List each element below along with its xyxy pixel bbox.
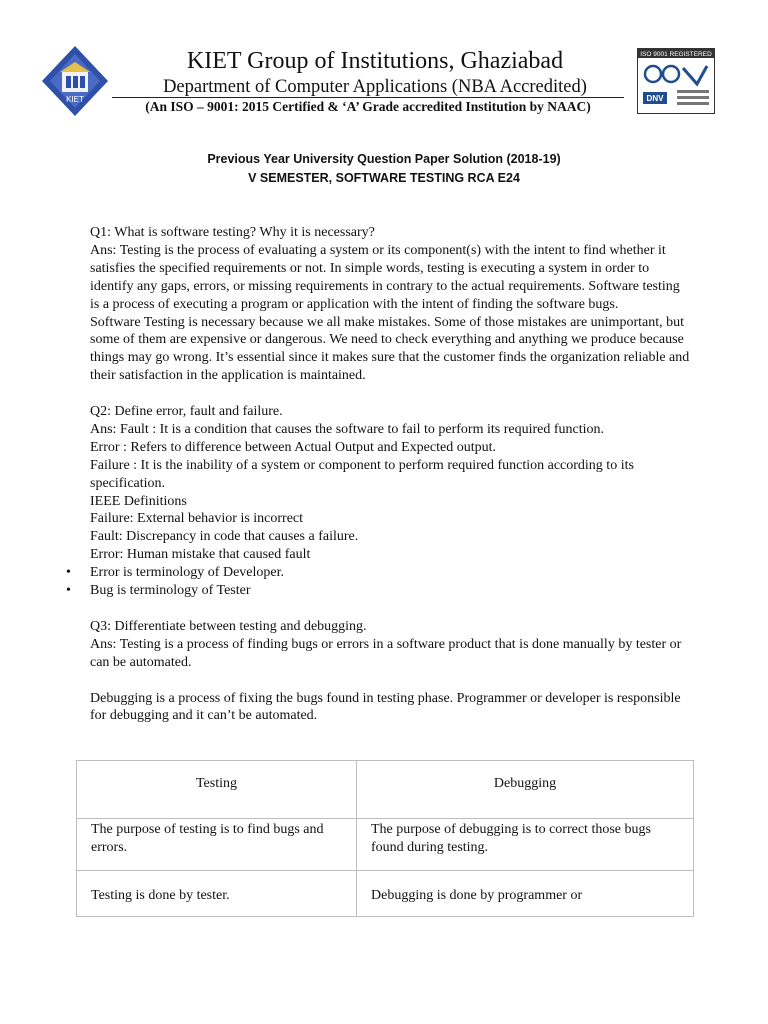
table-cell: The purpose of debugging is to correct those bugs found during testing.	[357, 819, 694, 871]
q2-answer-line: Error : Refers to difference between Actual Output and Expected output.	[90, 439, 496, 455]
q1-question: Q1: What is software testing? Why it is necessary?	[90, 225, 375, 240]
q3-answer-paragraph: Ans: Testing is a process of finding bugs or errors in a software product that is done manually by tester or can be automated.	[90, 636, 682, 670]
q1-answer-paragraph: Ans: Testing is the process of evaluating a system or its component(s) with the intent to find whether it satisfies the specified requirements or not. In simple words, testing is executing a system in order to identify any gaps, errors, or missing requirements in contrary to the actual requirements. Software testing is a process of executing a program or application with the intent of finding the software bugs.	[90, 242, 680, 312]
table-row	[77, 871, 694, 917]
department-name: Department of Computer Applications (NBA Accredited)	[163, 77, 587, 97]
q2-answer-line: Fault: Discrepancy in code that causes a failure.	[90, 529, 359, 545]
table-header-row	[77, 761, 694, 819]
svg-text:ISO 9001 REGISTERED: ISO 9001 REGISTERED	[640, 51, 712, 58]
list-item: • Bug is terminology of Tester	[90, 582, 690, 600]
iso-certification-icon	[637, 48, 715, 114]
table-cell: The purpose of testing is to find bugs and errors.	[77, 819, 357, 871]
q1-answer-paragraph: Software Testing is necessary because we all make mistakes. Some of those mistakes are unimportant, but some of them are expensive or dangerous. We need to check everything and anything we produce because things may go wrong. It’s essential since it makes sure that the customer finds the organization reliable and their satisfaction in the application is maintained.	[90, 314, 690, 384]
q2-answer-line: Error: Human mistake that caused fault	[90, 547, 311, 563]
q2-question: Q2: Define error, fault and failure.	[90, 404, 283, 420]
q2-answer-line: IEEE Definitions	[90, 493, 187, 509]
table-row	[77, 819, 694, 871]
kiet-emblem-icon	[38, 44, 112, 118]
accreditation-line: (An ISO – 9001: 2015 Certified & ‘A’ Grade accredited Institution by NAAC)	[145, 99, 591, 114]
document-title-line-2: V SEMESTER, SOFTWARE TESTING RCA E24	[248, 171, 520, 185]
q2-answer-line: Failure : It is the inability of a system or component to perform required function according to its specification.	[90, 457, 634, 491]
table-cell: Testing is done by tester.	[77, 871, 357, 917]
table-cell: Debugging is done by programmer or	[357, 871, 694, 917]
terminology-list	[90, 564, 690, 600]
answer-body	[90, 224, 690, 725]
q2-answer-line: Ans: Fault : It is a condition that causes the software to fail to perform its required function.	[90, 421, 604, 437]
document-title-line-1: Previous Year University Question Paper Solution (2018-19)	[207, 152, 561, 166]
comparison-table	[76, 760, 694, 917]
svg-text:DNV: DNV	[646, 94, 664, 103]
institution-name: KIET Group of Institutions, Ghaziabad	[186, 48, 564, 74]
page-header	[0, 0, 768, 125]
table-header-cell: Debugging	[357, 761, 694, 819]
q3-answer-paragraph: Debugging is a process of fixing the bugs found in testing phase. Programmer or developer is responsible for debugging and it can’t be automated.	[90, 690, 681, 724]
table-header-cell: Testing	[77, 761, 357, 819]
document-title	[0, 150, 768, 188]
q3-question: Q3: Differentiate between testing and debugging.	[90, 618, 367, 634]
q2-answer-line: Failure: External behavior is incorrect	[90, 511, 304, 527]
list-item: • Error is terminology of Developer.	[90, 564, 690, 582]
svg-text:KIET: KIET	[66, 95, 84, 104]
